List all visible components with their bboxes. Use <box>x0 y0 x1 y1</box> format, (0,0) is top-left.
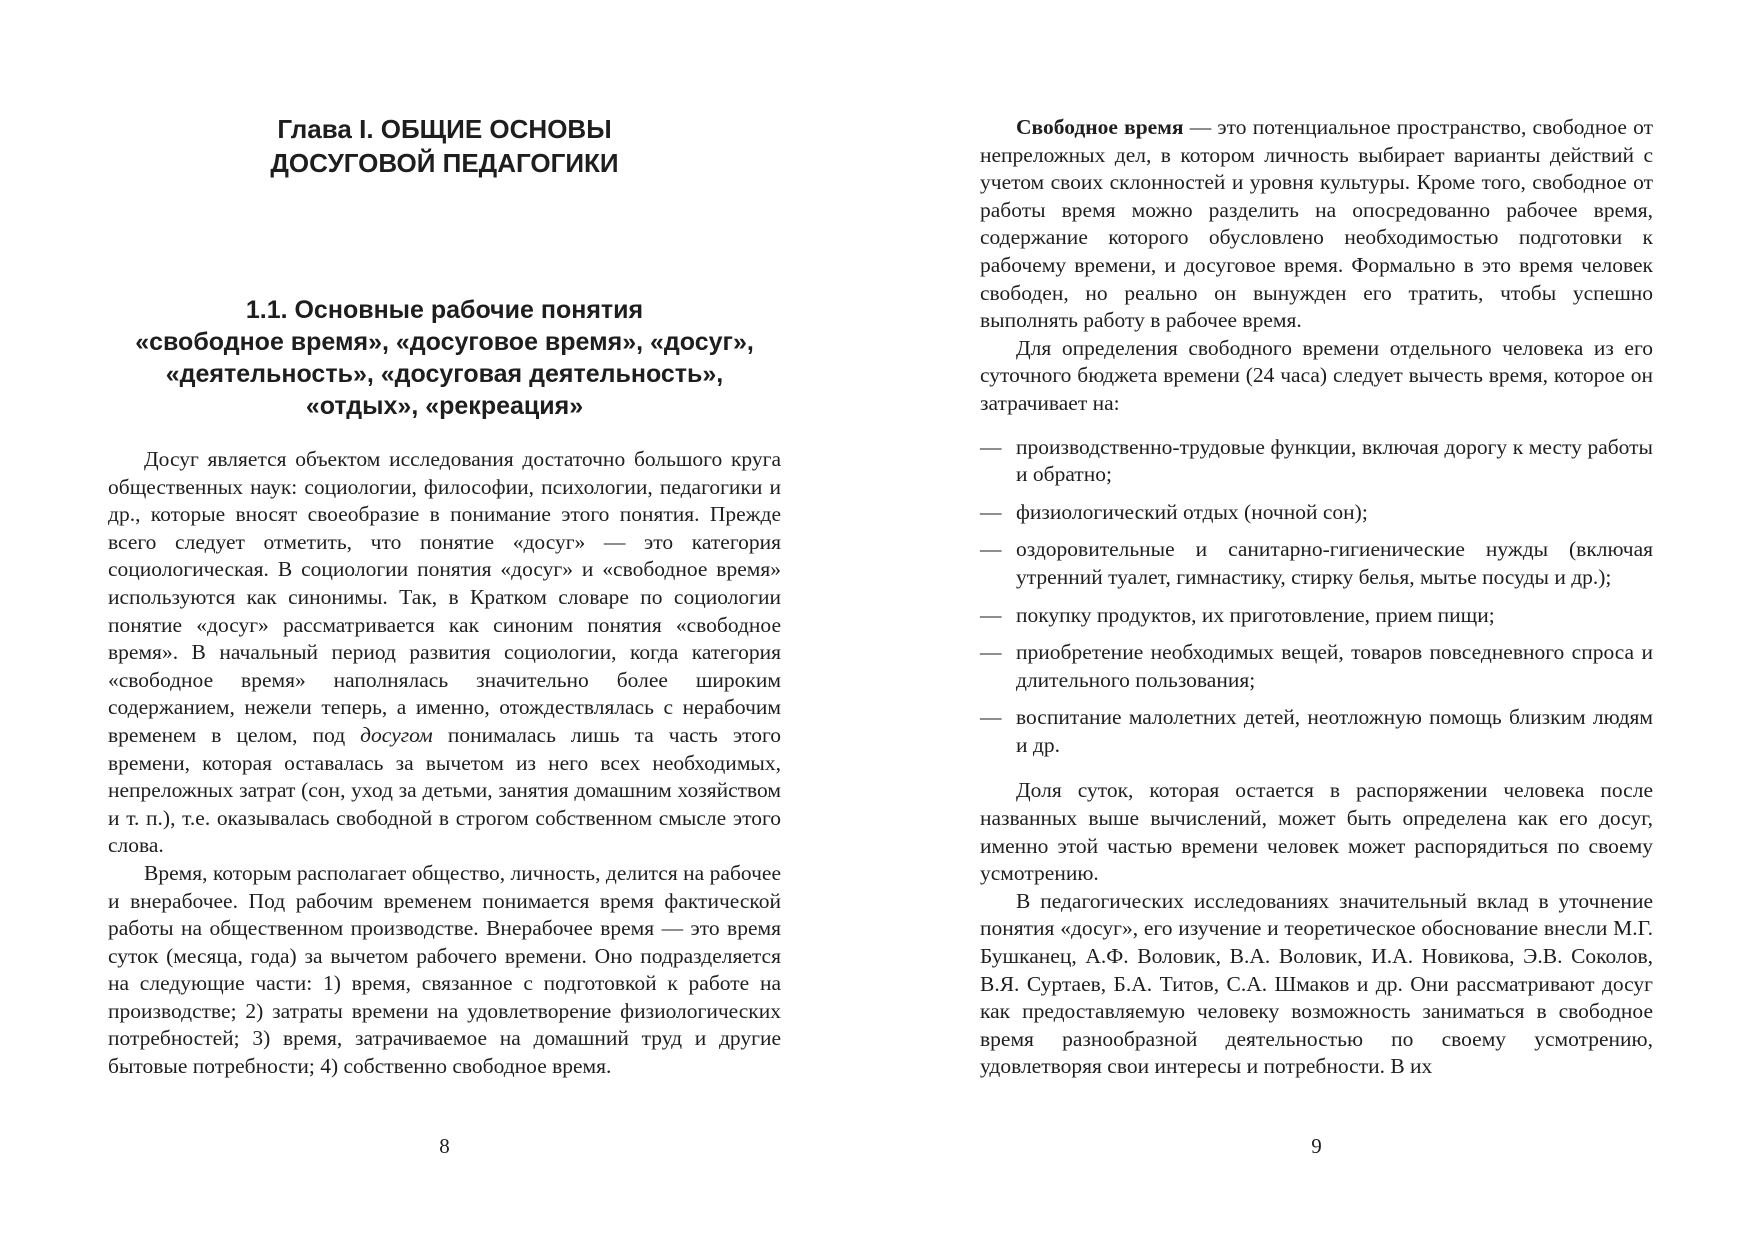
section-title-line-2: «свободное время», «досуговое время», «досуг», <box>135 328 754 356</box>
section-title-line-3: «деятельность», «досуговая деятельность», <box>165 360 724 388</box>
list-item: — приобретение необходимых вещей, товаров повседневного спроса и длительного пользования; <box>980 639 1653 694</box>
left-paragraph-1 <box>108 446 781 860</box>
page-number-left: 8 <box>439 1134 450 1158</box>
section-title-line-1: 1.1. Основные рабочие понятия <box>245 296 644 324</box>
right-paragraph-4: В педагогических исследованиях значительный вклад в уточнение понятия «досуг», его изучение и теоретическое обоснование внесли М.Г. Бушканец, А.Ф. Воловик, В.А. Воловик, И.А. Новикова, Э.В. Соколов, В.Я. Суртаев, Б.А. Титов, С.А. Шмаков и др. Они рассматривают досуг как предоставляемую человеку возможность заниматься в свободное время разнообразной деятельностью по своему усмотрению, удовлетворяя свои интересы и потребности. В их <box>980 888 1653 1079</box>
right-paragraph-1 <box>980 114 1653 335</box>
left-p1-text-b: понималась лишь та часть этого времени, которая оставалась за вычетом из него всех необходимых, непреложных затрат (сон, уход за детьми, занятия домашним хозяйством и т. п.), т.е. оказывалась свободной в строгом собственном смысле этого слова. <box>108 722 781 858</box>
left-p1-text-a: Досуг является объектом исследования достаточно большого круга общественных наук: социологии, философии, психологии, педагогики и др., которые вносят своеобразие в понимание этого понятия. Прежде всего следует отметить, что понятие «досуг» — это категория социологическая. В социологии понятия «досуг» и «свободное время» используются как синонимы. Так, в Кратком словаре по социологии понятие «досуг» рассматривается как синоним понятия «свободное время». В начальный период развития социологии, когда категория «свободное время» наполнялась значительно более широким содержанием, нежели теперь, а именно, отождествлялась с нерабочим временем в целом, под <box>108 447 781 747</box>
section-title-line-4: «отдых», «рекреация» <box>305 392 584 420</box>
chapter-title <box>108 112 781 180</box>
list-item: — производственно-трудовые функции, включая дорогу к месту работы и обратно; <box>980 434 1653 489</box>
page-number-right: 9 <box>1311 1134 1322 1158</box>
time-expense-list <box>980 434 1653 760</box>
list-item: — оздоровительные и санитарно-гигиенические нужды (включая утренний туалет, гимнастику, стирку белья, мытье посуды и др.); <box>980 536 1653 591</box>
list-item: — покупку продуктов, их приготовление, прием пищи; <box>980 602 1653 630</box>
chapter-title-line-1: Глава I. ОБЩИЕ ОСНОВЫ <box>277 114 612 144</box>
left-p1-italic: досугом <box>360 722 433 747</box>
list-item: — физиологический отдых (ночной сон); <box>980 499 1653 527</box>
right-page <box>980 0 1653 1241</box>
right-p1-text: — это потенциальное пространство, свободное от непреложных дел, в котором личность выбирает варианты действий с учетом своих склонностей и уровня культуры. Кроме того, свободное от работы время можно разделить на опосредованно рабочее время, содержание которого обусловлено необходимостью подготовки к рабочему времени, и досуговое время. Формально в это время человек свободен, но реально он вынужден его тратить, чтобы успешно выполнять работу в рабочее время. <box>980 115 1653 333</box>
right-paragraph-3: Доля суток, которая остается в распоряжении человека после названных выше вычислений, может быть определена как его досуг, именно этой частью времени человек может распорядиться по своему усмотрению. <box>980 778 1653 886</box>
right-paragraph-2: Для определения свободного времени отдельного человека из его суточного бюджета времени (24 часа) следует вычесть время, которое он затрачивает на: <box>980 335 1653 415</box>
left-body-text <box>108 446 781 1081</box>
left-paragraph-2: Время, которым располагает общество, личность, делится на рабочее и внерабочее. Под рабочим временем понимается время фактической работы на общественном производстве. Внерабочее время — это время суток (месяца, года) за вычетом рабочего времени. Оно подразделяется на следующие части: 1) время, связанное с подготовкой к работе на производстве; 2) затраты времени на удовлетворение физиологических потребностей; 3) время, затрачиваемое на домашний труд и другие бытовые потребности; 4) собственно свободное время. <box>108 860 781 1079</box>
list-item: — воспитание малолетних детей, неотложную помощь близким людям и др. <box>980 704 1653 759</box>
right-body-text <box>980 114 1653 1081</box>
term-free-time: Свободное время <box>1016 115 1184 139</box>
chapter-title-line-2: ДОСУГОВОЙ ПЕДАГОГИКИ <box>270 148 619 178</box>
left-page <box>108 0 781 1241</box>
section-title <box>108 294 781 422</box>
